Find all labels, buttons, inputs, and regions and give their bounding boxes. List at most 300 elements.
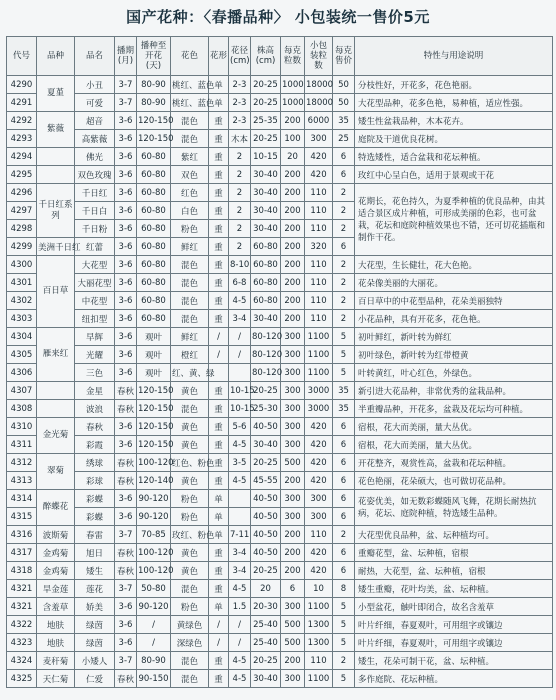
table-row	[7, 454, 553, 472]
cell-plant-height: 30-40	[251, 310, 281, 328]
header-species: 品种	[37, 37, 75, 76]
cell-plant-height: 60-80	[251, 256, 281, 274]
cell-variety: 绿茵	[75, 616, 115, 634]
cell-sow-month: 3-6	[115, 364, 137, 382]
cell-code: 4300	[7, 256, 37, 274]
header-packet-seeds: 小包装粒数	[305, 37, 333, 76]
cell-days-to-bloom: /	[137, 616, 171, 634]
cell-flower-color: 混色	[171, 310, 209, 328]
cell-usage-notes: 耐热，大花型，盆、坛种植，宿根	[355, 562, 553, 580]
cell-sow-month: 3-6	[115, 238, 137, 256]
table-row	[7, 166, 553, 184]
cell-flower-color: 粉色	[171, 490, 209, 508]
cell-code: 4312	[7, 454, 37, 472]
cell-price-per-gram: 5	[333, 346, 355, 364]
table-row	[7, 562, 553, 580]
cell-species: 千日红系列	[37, 184, 75, 238]
cell-days-to-bloom: 60-80	[137, 220, 171, 238]
cell-sow-month: 3-6	[115, 508, 137, 526]
cell-species: 地肤	[37, 616, 75, 634]
cell-days-to-bloom: 60-80	[137, 166, 171, 184]
cell-code: 4324	[7, 652, 37, 670]
cell-seeds-per-gram: 500	[281, 634, 305, 652]
cell-price-per-gram: 6	[333, 472, 355, 490]
cell-packet-seeds: 18000	[305, 94, 333, 112]
cell-flower-form: 单	[209, 94, 229, 112]
cell-packet-seeds: 1100	[305, 598, 333, 616]
seed-price-table	[6, 36, 553, 688]
cell-price-per-gram: 2	[333, 652, 355, 670]
cell-price-per-gram: 2	[333, 310, 355, 328]
cell-usage-notes: 初叶绿色，新叶转为红带橙黄	[355, 346, 553, 364]
cell-flower-form: 重	[209, 382, 229, 400]
cell-plant-height: 80-120	[251, 328, 281, 346]
cell-species: 地肤	[37, 634, 75, 652]
cell-species: 波斯菊	[37, 526, 75, 544]
cell-flower-diameter: 2	[229, 202, 251, 220]
cell-variety: 春雷	[75, 526, 115, 544]
cell-price-per-gram: 25	[333, 130, 355, 148]
cell-days-to-bloom: 观叶	[137, 346, 171, 364]
table-row	[7, 346, 553, 364]
cell-packet-seeds: 1100	[305, 328, 333, 346]
table-row	[7, 652, 553, 670]
cell-days-to-bloom: 50-80	[137, 580, 171, 598]
cell-sow-month: 春秋	[115, 382, 137, 400]
cell-code: 4304	[7, 328, 37, 346]
cell-packet-seeds: 1300	[305, 616, 333, 634]
cell-code: 4325	[7, 670, 37, 688]
cell-price-per-gram: 2	[333, 220, 355, 238]
cell-flower-form: 重	[209, 184, 229, 202]
table-row	[7, 490, 553, 508]
cell-variety: 光耀	[75, 346, 115, 364]
cell-packet-seeds: 6000	[305, 112, 333, 130]
cell-days-to-bloom: 60-80	[137, 184, 171, 202]
cell-days-to-bloom: 80-90	[137, 94, 171, 112]
cell-code: 4316	[7, 526, 37, 544]
cell-usage-notes: 大花型，生长健壮，花大色艳。	[355, 256, 553, 274]
cell-seeds-per-gram: 100	[281, 130, 305, 148]
cell-flower-color: 黄色	[171, 544, 209, 562]
cell-price-per-gram: 35	[333, 112, 355, 130]
cell-flower-diameter: 2	[229, 184, 251, 202]
cell-usage-notes: 重瓣花型，盆、坛种植，宿根	[355, 544, 553, 562]
cell-price-per-gram: 5	[333, 364, 355, 382]
cell-packet-seeds: 420	[305, 454, 333, 472]
cell-seeds-per-gram: 200	[281, 472, 305, 490]
cell-seeds-per-gram: 500	[281, 454, 305, 472]
cell-flower-form: 重	[209, 130, 229, 148]
cell-sow-month: 3-6	[115, 418, 137, 436]
cell-sow-month: 春秋	[115, 454, 137, 472]
cell-sow-month: 3-7	[115, 526, 137, 544]
cell-flower-diameter: 4-5	[229, 292, 251, 310]
cell-seeds-per-gram: 200	[281, 166, 305, 184]
table-row	[7, 256, 553, 274]
cell-code: 4314	[7, 490, 37, 508]
cell-flower-form: 重	[209, 310, 229, 328]
cell-days-to-bloom: 60-80	[137, 202, 171, 220]
cell-flower-color: 鲜红	[171, 328, 209, 346]
cell-days-to-bloom: 观叶	[137, 328, 171, 346]
cell-seeds-per-gram: 300	[281, 598, 305, 616]
cell-variety: 中花型	[75, 292, 115, 310]
cell-code: 4301	[7, 274, 37, 292]
cell-usage-notes: 叶片纤细，春夏观叶，可用组字或镶边	[355, 634, 553, 652]
cell-flower-form: 单	[209, 526, 229, 544]
cell-price-per-gram: 2	[333, 526, 355, 544]
cell-flower-color: 混色	[171, 292, 209, 310]
cell-plant-height: 30-40	[251, 670, 281, 688]
cell-price-per-gram: 50	[333, 94, 355, 112]
cell-packet-seeds: 420	[305, 472, 333, 490]
cell-plant-height: 30-40	[251, 202, 281, 220]
cell-flower-diameter	[229, 508, 251, 526]
cell-usage-notes: 矮生性盆栽品种，木本花卉。	[355, 112, 553, 130]
cell-packet-seeds: 420	[305, 562, 333, 580]
cell-species: 金鸡菊	[37, 562, 75, 580]
cell-plant-height: 40-50	[251, 526, 281, 544]
cell-variety: 绿茵	[75, 634, 115, 652]
cell-packet-seeds: 110	[305, 184, 333, 202]
table-row	[7, 472, 553, 490]
cell-days-to-bloom: 90-150	[137, 670, 171, 688]
cell-species: 金鸡菊	[37, 544, 75, 562]
cell-sow-month: 3-7	[115, 580, 137, 598]
cell-days-to-bloom: 100-120	[137, 454, 171, 472]
cell-packet-seeds: 110	[305, 526, 333, 544]
cell-sow-month: 3-6	[115, 274, 137, 292]
cell-sow-month: 春秋	[115, 544, 137, 562]
cell-seeds-per-gram: 200	[281, 256, 305, 274]
cell-seeds-per-gram: 300	[281, 346, 305, 364]
cell-plant-height: 40-50	[251, 490, 281, 508]
cell-usage-notes: 新引进大花品种，非常优秀的盆栽品种。	[355, 382, 553, 400]
cell-price-per-gram: 2	[333, 202, 355, 220]
cell-days-to-bloom: 90-120	[137, 598, 171, 616]
cell-flower-color: 混色	[171, 274, 209, 292]
cell-flower-color: 混色	[171, 256, 209, 274]
table-row	[7, 184, 553, 202]
cell-species: 天仁菊	[37, 670, 75, 688]
cell-flower-diameter: 4-5	[229, 472, 251, 490]
cell-sow-month: 3-6	[115, 184, 137, 202]
cell-days-to-bloom: 60-80	[137, 274, 171, 292]
cell-price-per-gram: 6	[333, 508, 355, 526]
cell-variety: 莲花	[75, 580, 115, 598]
cell-packet-seeds: 300	[305, 490, 333, 508]
cell-sow-month: 春秋	[115, 670, 137, 688]
cell-code: 4322	[7, 616, 37, 634]
cell-variety: 大丽花型	[75, 274, 115, 292]
table-row	[7, 634, 553, 652]
cell-species: 金光菊	[37, 418, 75, 454]
cell-seeds-per-gram: 1000	[281, 76, 305, 94]
cell-flower-color: 混色	[171, 652, 209, 670]
cell-flower-diameter: 3-5	[229, 454, 251, 472]
cell-plant-height: 25-30	[251, 400, 281, 418]
cell-code: 4302	[7, 292, 37, 310]
cell-flower-color: 粉色	[171, 508, 209, 526]
cell-usage-notes: 半重瓣品种，开花多，盆栽及花坛均可种植。	[355, 400, 553, 418]
cell-plant-height: 10-15	[251, 148, 281, 166]
cell-packet-seeds: 110	[305, 292, 333, 310]
cell-seeds-per-gram: 500	[281, 616, 305, 634]
cell-days-to-bloom: 80-90	[137, 76, 171, 94]
cell-variety: 春秋	[75, 418, 115, 436]
cell-seeds-per-gram: 1000	[281, 94, 305, 112]
cell-flower-diameter: 木本	[229, 130, 251, 148]
header-days-to-bloom: 播种至开花(天)	[137, 37, 171, 76]
cell-flower-color: 混色	[171, 580, 209, 598]
cell-flower-form: 重	[209, 544, 229, 562]
cell-flower-color: 红色	[171, 184, 209, 202]
cell-packet-seeds: 420	[305, 418, 333, 436]
cell-sow-month: 3-6	[115, 130, 137, 148]
cell-code: 4310	[7, 418, 37, 436]
cell-variety: 三色	[75, 364, 115, 382]
cell-species: 麦秆菊	[37, 652, 75, 670]
cell-price-per-gram: 6	[333, 148, 355, 166]
cell-variety: 红蕾	[75, 238, 115, 256]
cell-code: 4323	[7, 634, 37, 652]
cell-code: 4290	[7, 76, 37, 94]
cell-seeds-per-gram: 300	[281, 670, 305, 688]
cell-sow-month: 3-6	[115, 220, 137, 238]
cell-usage-notes: 百日草中的中花型品种，花朵美丽独特	[355, 292, 553, 310]
cell-flower-form: 重	[209, 670, 229, 688]
cell-species	[37, 148, 75, 166]
cell-sow-month: 3-6	[115, 292, 137, 310]
header-sow-month: 播期(月)	[115, 37, 137, 76]
cell-plant-height: 20-30	[251, 598, 281, 616]
cell-sow-month: 3-7	[115, 76, 137, 94]
cell-code: 4321	[7, 598, 37, 616]
cell-plant-height: 60-80	[251, 292, 281, 310]
cell-flower-form: /	[209, 346, 229, 364]
cell-days-to-bloom: 观叶	[137, 364, 171, 382]
cell-days-to-bloom: 60-80	[137, 256, 171, 274]
cell-plant-height: 20-25	[251, 130, 281, 148]
cell-sow-month: 春秋	[115, 472, 137, 490]
cell-plant-height: 20-25	[251, 454, 281, 472]
table-row	[7, 382, 553, 400]
cell-seeds-per-gram: 200	[281, 562, 305, 580]
cell-variety: 高紫薇	[75, 130, 115, 148]
table-body	[7, 76, 553, 688]
cell-usage-notes: 花色艳丽，花朵硕大，也可做切花品种。	[355, 472, 553, 490]
cell-days-to-bloom: 120-150	[137, 436, 171, 454]
cell-days-to-bloom: /	[137, 634, 171, 652]
cell-sow-month: 3-6	[115, 598, 137, 616]
cell-usage-notes: 花姿优美，如无数彩蝶随风飞舞，花期长耐热抗病，花坛、庭院种植，特选矮生品种。	[355, 490, 553, 526]
cell-sow-month: 3-6	[115, 634, 137, 652]
cell-seeds-per-gram: 6	[281, 580, 305, 598]
cell-variety: 佛光	[75, 148, 115, 166]
cell-plant-height: 20-25	[251, 94, 281, 112]
cell-code: 4315	[7, 508, 37, 526]
cell-days-to-bloom: 60-80	[137, 310, 171, 328]
cell-flower-form: /	[209, 328, 229, 346]
header-price-per-gram: 每克售价	[333, 37, 355, 76]
table-row	[7, 670, 553, 688]
cell-flower-diameter: 6-8	[229, 274, 251, 292]
cell-packet-seeds: 320	[305, 238, 333, 256]
cell-plant-height: 30-40	[251, 184, 281, 202]
cell-code: 4306	[7, 364, 37, 382]
cell-seeds-per-gram: 300	[281, 490, 305, 508]
cell-usage-notes: 玫红中心呈白色，适用于景观或干花	[355, 166, 553, 184]
cell-sow-month: 3-6	[115, 310, 137, 328]
cell-flower-form: 重	[209, 112, 229, 130]
cell-price-per-gram: 2	[333, 292, 355, 310]
cell-flower-form: 重	[209, 562, 229, 580]
table-row	[7, 274, 553, 292]
cell-flower-color: 黄色	[171, 562, 209, 580]
table-row	[7, 526, 553, 544]
header-code: 代号	[7, 37, 37, 76]
cell-species: 美洲千日红	[37, 238, 75, 256]
cell-packet-seeds: 1100	[305, 670, 333, 688]
cell-sow-month: 3-6	[115, 616, 137, 634]
header-variety: 品名	[75, 37, 115, 76]
cell-flower-diameter: /	[229, 346, 251, 364]
cell-price-per-gram: 6	[333, 562, 355, 580]
cell-flower-color: 双色	[171, 166, 209, 184]
cell-flower-form: 重	[209, 148, 229, 166]
cell-flower-color: 鲜红	[171, 238, 209, 256]
cell-price-per-gram: 5	[333, 634, 355, 652]
cell-flower-color: 粉色	[171, 220, 209, 238]
cell-code: 4292	[7, 112, 37, 130]
cell-variety: 彩球	[75, 472, 115, 490]
cell-variety: 千日红	[75, 184, 115, 202]
cell-packet-seeds: 3000	[305, 400, 333, 418]
cell-days-to-bloom: 60-80	[137, 148, 171, 166]
cell-seeds-per-gram: 200	[281, 202, 305, 220]
cell-flower-form: 重	[209, 166, 229, 184]
cell-code: 4293	[7, 130, 37, 148]
cell-plant-height: 40-50	[251, 508, 281, 526]
cell-flower-color: 白色	[171, 202, 209, 220]
cell-usage-notes: 大花型品种，花多色艳，易种植，适应性强。	[355, 94, 553, 112]
cell-usage-notes: 宿根，花大而美丽，量大丛优。	[355, 436, 553, 454]
page-title: 国产花种：〈春播品种〉 小包装统一售价5元	[126, 8, 430, 26]
header-usage-notes: 特性与用途说明	[355, 37, 553, 76]
cell-flower-color: 黄色	[171, 436, 209, 454]
cell-price-per-gram: 6	[333, 490, 355, 508]
cell-packet-seeds: 1300	[305, 634, 333, 652]
header-flower-color: 花色	[171, 37, 209, 76]
table-row	[7, 148, 553, 166]
table-row	[7, 364, 553, 382]
cell-usage-notes: 叶转黄红，叶心红色，外绿色。	[355, 364, 553, 382]
cell-usage-notes: 特选矮性，适合盆栽和花坛种植。	[355, 148, 553, 166]
cell-species: 翠菊	[37, 454, 75, 490]
cell-usage-notes: 花期长，花色持久，为夏季种植的优良品种，由其适合景区成片种植，可形成美丽的色彩，也可盆栽，花坛和庭院种植效果也不错，还可切花插瓶和制作干花。	[355, 184, 553, 256]
header-flower-diameter: 花径(cm)	[229, 37, 251, 76]
cell-species: 夏堇	[37, 76, 75, 112]
cell-packet-seeds: 420	[305, 436, 333, 454]
cell-plant-height: 40-50	[251, 544, 281, 562]
cell-days-to-bloom: 60-80	[137, 292, 171, 310]
cell-code: 4305	[7, 346, 37, 364]
cell-packet-seeds: 300	[305, 508, 333, 526]
cell-flower-form: 重	[209, 454, 229, 472]
cell-flower-diameter: /	[229, 616, 251, 634]
cell-flower-diameter: 1.5	[229, 598, 251, 616]
cell-code: 4294	[7, 148, 37, 166]
cell-packet-seeds: 1100	[305, 364, 333, 382]
cell-flower-diameter: 7-11	[229, 526, 251, 544]
cell-variety: 早辉	[75, 328, 115, 346]
cell-sow-month: 3-6	[115, 328, 137, 346]
cell-species: 紫薇	[37, 112, 75, 148]
cell-flower-form: 重	[209, 238, 229, 256]
cell-days-to-bloom: 120-150	[137, 130, 171, 148]
cell-days-to-bloom: 80-90	[137, 652, 171, 670]
cell-flower-form: 重	[209, 274, 229, 292]
cell-flower-diameter: 3-4	[229, 544, 251, 562]
cell-variety: 千日粉	[75, 220, 115, 238]
cell-variety: 金星	[75, 382, 115, 400]
cell-usage-notes: 庭院及干道优良花树。	[355, 130, 553, 148]
cell-usage-notes: 矮生，花朵可制干花，盆、坛种植。	[355, 652, 553, 670]
table-row	[7, 418, 553, 436]
cell-price-per-gram: 35	[333, 382, 355, 400]
cell-variety: 波浪	[75, 400, 115, 418]
cell-days-to-bloom: 120-150	[137, 112, 171, 130]
cell-flower-diameter: 8-10	[229, 256, 251, 274]
cell-days-to-bloom: 90-120	[137, 490, 171, 508]
cell-packet-seeds: 3000	[305, 382, 333, 400]
cell-sow-month: 3-7	[115, 94, 137, 112]
cell-days-to-bloom: 120-150	[137, 418, 171, 436]
cell-seeds-per-gram: 200	[281, 544, 305, 562]
cell-plant-height: 60-80	[251, 274, 281, 292]
cell-code: 4298	[7, 220, 37, 238]
cell-variety: 娇美	[75, 598, 115, 616]
cell-usage-notes: 大花型优良品种，盆、坛种植均可。	[355, 526, 553, 544]
cell-usage-notes: 花朵像美丽的大丽花。	[355, 274, 553, 292]
cell-flower-color: 红色、粉色	[171, 454, 209, 472]
cell-variety: 仁爱	[75, 670, 115, 688]
cell-sow-month: 3-6	[115, 490, 137, 508]
cell-flower-form: 单	[209, 598, 229, 616]
cell-packet-seeds: 18000	[305, 76, 333, 94]
cell-code: 4296	[7, 184, 37, 202]
cell-flower-diameter: /	[229, 328, 251, 346]
cell-variety: 绣球	[75, 454, 115, 472]
cell-sow-month: 3-6	[115, 346, 137, 364]
cell-plant-height: 25-40	[251, 616, 281, 634]
cell-flower-diameter: 2	[229, 166, 251, 184]
table-row	[7, 130, 553, 148]
cell-packet-seeds: 110	[305, 220, 333, 238]
cell-price-per-gram: 50	[333, 76, 355, 94]
table-row	[7, 112, 553, 130]
cell-species: 含羞草	[37, 598, 75, 616]
cell-seeds-per-gram: 300	[281, 508, 305, 526]
cell-packet-seeds: 420	[305, 148, 333, 166]
cell-variety: 千日白	[75, 202, 115, 220]
cell-flower-form: 重	[209, 652, 229, 670]
cell-plant-height: 80-120	[251, 346, 281, 364]
cell-flower-diameter: 4-5	[229, 670, 251, 688]
cell-packet-seeds: 420	[305, 544, 333, 562]
table-row	[7, 436, 553, 454]
